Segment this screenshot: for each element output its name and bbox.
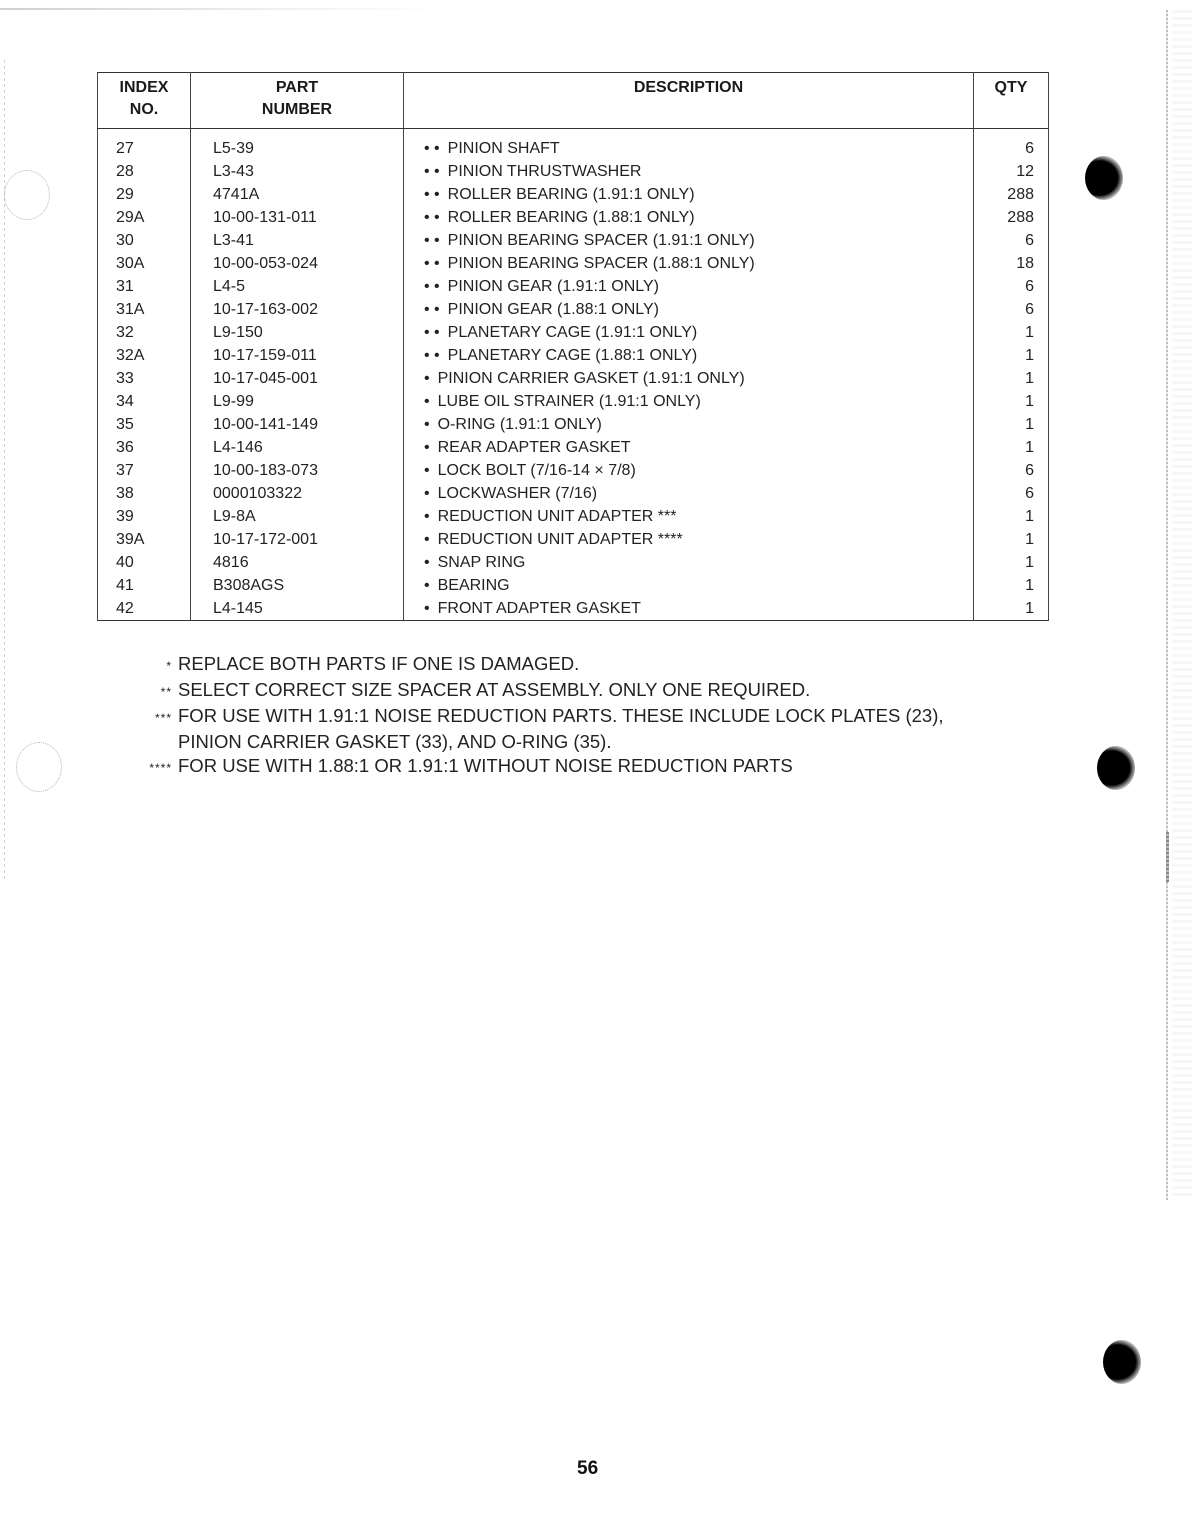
footnote-mark: ** bbox=[160, 685, 172, 699]
qty-cell: 6 bbox=[974, 229, 1049, 252]
qty-cell: 6 bbox=[974, 275, 1049, 298]
indent-bullets: • • bbox=[424, 324, 440, 341]
qty-cell: 1 bbox=[974, 321, 1049, 344]
part-number-cell: L9-99 bbox=[191, 390, 404, 413]
indent-bullets: • bbox=[424, 600, 430, 617]
description-text: SNAP RING bbox=[437, 554, 526, 571]
footnote-mark: *** bbox=[154, 711, 172, 725]
indent-bullets: • • bbox=[424, 301, 440, 318]
description-text: BEARING bbox=[437, 577, 510, 594]
indent-bullets: • • bbox=[424, 209, 440, 226]
description-text: REDUCTION UNIT ADAPTER *** bbox=[437, 508, 677, 525]
table-row bbox=[98, 574, 1049, 597]
description-text: PINION SHAFT bbox=[447, 140, 560, 157]
qty-cell: 6 bbox=[974, 482, 1049, 505]
indent-bullets: • bbox=[424, 416, 430, 433]
indent-bullets: • bbox=[424, 393, 430, 410]
index-cell: 37 bbox=[98, 459, 191, 482]
description-text: PINION GEAR (1.88:1 ONLY) bbox=[447, 301, 659, 318]
footnote bbox=[120, 678, 944, 704]
index-cell: 32A bbox=[98, 344, 191, 367]
description-cell bbox=[404, 298, 974, 321]
table-row bbox=[98, 206, 1049, 229]
part-number-cell: L4-5 bbox=[191, 275, 404, 298]
description-cell bbox=[404, 252, 974, 275]
description-text: PINION GEAR (1.91:1 ONLY) bbox=[447, 278, 659, 295]
description-cell bbox=[404, 482, 974, 505]
index-cell: 38 bbox=[98, 482, 191, 505]
index-cell: 27 bbox=[98, 129, 191, 161]
part-number-cell: 10-17-163-002 bbox=[191, 298, 404, 321]
table-row bbox=[98, 367, 1049, 390]
footnote-mark: **** bbox=[149, 761, 172, 775]
description-cell bbox=[404, 436, 974, 459]
description-text: PLANETARY CAGE (1.91:1 ONLY) bbox=[447, 324, 698, 341]
description-text: O-RING (1.91:1 ONLY) bbox=[437, 416, 602, 433]
table-row bbox=[98, 551, 1049, 574]
footnote bbox=[120, 704, 944, 730]
qty-cell: 1 bbox=[974, 574, 1049, 597]
qty-cell: 12 bbox=[974, 160, 1049, 183]
description-cell bbox=[404, 129, 974, 161]
table-row bbox=[98, 275, 1049, 298]
indent-bullets: • • bbox=[424, 140, 440, 157]
ghost-punch-hole-icon bbox=[16, 742, 62, 792]
scan-left-edge bbox=[4, 60, 5, 880]
header-qty: QTY bbox=[974, 73, 1049, 129]
footnote-continuation: PINION CARRIER GASKET (33), AND O-RING (35). bbox=[178, 731, 612, 752]
description-text: LOCKWASHER (7/16) bbox=[437, 485, 598, 502]
ghost-punch-hole-icon bbox=[4, 170, 50, 220]
description-text: PINION CARRIER GASKET (1.91:1 ONLY) bbox=[437, 370, 745, 387]
qty-cell: 6 bbox=[974, 129, 1049, 161]
part-number-cell: 10-00-141-149 bbox=[191, 413, 404, 436]
description-cell bbox=[404, 183, 974, 206]
description-cell bbox=[404, 344, 974, 367]
description-cell bbox=[404, 160, 974, 183]
description-cell bbox=[404, 597, 974, 621]
table-row bbox=[98, 459, 1049, 482]
part-number-cell: L3-43 bbox=[191, 160, 404, 183]
description-cell bbox=[404, 505, 974, 528]
footnote bbox=[120, 652, 944, 678]
table-row bbox=[98, 321, 1049, 344]
indent-bullets: • bbox=[424, 577, 430, 594]
scan-right-edge bbox=[1166, 10, 1168, 1200]
description-text: FRONT ADAPTER GASKET bbox=[437, 600, 641, 617]
table-header bbox=[98, 73, 1049, 129]
indent-bullets: • • bbox=[424, 347, 440, 364]
table-row bbox=[98, 183, 1049, 206]
table-row bbox=[98, 505, 1049, 528]
header-part-line2: NUMBER bbox=[261, 101, 333, 118]
scan-right-strip bbox=[1172, 10, 1192, 1200]
qty-cell: 1 bbox=[974, 597, 1049, 621]
qty-cell: 1 bbox=[974, 551, 1049, 574]
index-cell: 29A bbox=[98, 206, 191, 229]
description-cell bbox=[404, 367, 974, 390]
index-cell: 30 bbox=[98, 229, 191, 252]
table-row bbox=[98, 252, 1049, 275]
footnote-text: REPLACE BOTH PARTS IF ONE IS DAMAGED. bbox=[178, 653, 580, 674]
description-cell bbox=[404, 574, 974, 597]
indent-bullets: • • bbox=[424, 186, 440, 203]
footnotes bbox=[120, 652, 944, 780]
table-row bbox=[98, 528, 1049, 551]
part-number-cell: L9-8A bbox=[191, 505, 404, 528]
indent-bullets: • • bbox=[424, 232, 440, 249]
description-cell bbox=[404, 229, 974, 252]
description-text: PLANETARY CAGE (1.88:1 ONLY) bbox=[447, 347, 698, 364]
table-row bbox=[98, 344, 1049, 367]
description-text: ROLLER BEARING (1.91:1 ONLY) bbox=[447, 186, 695, 203]
index-cell: 29 bbox=[98, 183, 191, 206]
description-cell bbox=[404, 275, 974, 298]
qty-cell: 288 bbox=[974, 206, 1049, 229]
index-cell: 35 bbox=[98, 413, 191, 436]
header-index-line2: NO. bbox=[129, 101, 159, 118]
qty-cell: 288 bbox=[974, 183, 1049, 206]
description-cell bbox=[404, 459, 974, 482]
header-part-number bbox=[191, 73, 404, 129]
punch-hole-icon bbox=[1097, 746, 1135, 790]
indent-bullets: • bbox=[424, 554, 430, 571]
part-number-cell: 10-00-183-073 bbox=[191, 459, 404, 482]
table-row bbox=[98, 229, 1049, 252]
table-row bbox=[98, 160, 1049, 183]
indent-bullets: • bbox=[424, 439, 430, 456]
description-text: LUBE OIL STRAINER (1.91:1 ONLY) bbox=[437, 393, 701, 410]
part-number-cell: L9-150 bbox=[191, 321, 404, 344]
table-row bbox=[98, 129, 1049, 161]
index-cell: 30A bbox=[98, 252, 191, 275]
indent-bullets: • bbox=[424, 531, 430, 548]
index-cell: 28 bbox=[98, 160, 191, 183]
part-number-cell: L3-41 bbox=[191, 229, 404, 252]
footnote-text: SELECT CORRECT SIZE SPACER AT ASSEMBLY. ONLY ONE REQUIRED. bbox=[178, 679, 811, 700]
qty-cell: 1 bbox=[974, 413, 1049, 436]
part-number-cell: 4741A bbox=[191, 183, 404, 206]
footnote-mark: * bbox=[166, 659, 172, 673]
part-number-cell: 10-00-131-011 bbox=[191, 206, 404, 229]
footnote bbox=[120, 754, 944, 780]
scan-right-edge-mark bbox=[1166, 832, 1169, 882]
parts-list-table bbox=[97, 72, 1049, 621]
description-text: PINION THRUSTWASHER bbox=[447, 163, 642, 180]
description-cell bbox=[404, 390, 974, 413]
index-cell: 32 bbox=[98, 321, 191, 344]
index-cell: 41 bbox=[98, 574, 191, 597]
description-text: PINION BEARING SPACER (1.88:1 ONLY) bbox=[447, 255, 755, 272]
qty-cell: 1 bbox=[974, 436, 1049, 459]
table-row bbox=[98, 597, 1049, 621]
scan-smudge bbox=[0, 8, 440, 10]
description-text: ROLLER BEARING (1.88:1 ONLY) bbox=[447, 209, 695, 226]
qty-cell: 6 bbox=[974, 459, 1049, 482]
description-cell bbox=[404, 528, 974, 551]
indent-bullets: • bbox=[424, 370, 430, 387]
indent-bullets: • • bbox=[424, 255, 440, 272]
part-number-cell: L4-146 bbox=[191, 436, 404, 459]
part-number-cell: L5-39 bbox=[191, 129, 404, 161]
header-description: DESCRIPTION bbox=[404, 73, 974, 129]
index-cell: 39 bbox=[98, 505, 191, 528]
table-row bbox=[98, 482, 1049, 505]
index-cell: 31A bbox=[98, 298, 191, 321]
description-cell bbox=[404, 551, 974, 574]
index-cell: 39A bbox=[98, 528, 191, 551]
punch-hole-icon bbox=[1103, 1340, 1141, 1384]
description-text: LOCK BOLT (7/16-14 × 7/8) bbox=[437, 462, 636, 479]
part-number-cell: B308AGS bbox=[191, 574, 404, 597]
description-cell bbox=[404, 206, 974, 229]
description-text: PINION BEARING SPACER (1.91:1 ONLY) bbox=[447, 232, 755, 249]
indent-bullets: • • bbox=[424, 278, 440, 295]
table-row bbox=[98, 298, 1049, 321]
qty-cell: 1 bbox=[974, 528, 1049, 551]
table-row bbox=[98, 413, 1049, 436]
footnote-text: FOR USE WITH 1.88:1 OR 1.91:1 WITHOUT NOISE REDUCTION PARTS bbox=[178, 755, 793, 776]
qty-cell: 6 bbox=[974, 298, 1049, 321]
index-cell: 34 bbox=[98, 390, 191, 413]
header-index-line1: INDEX bbox=[119, 79, 169, 96]
indent-bullets: • • bbox=[424, 163, 440, 180]
index-cell: 42 bbox=[98, 597, 191, 621]
indent-bullets: • bbox=[424, 462, 430, 479]
page-number: 56 bbox=[577, 1458, 599, 1479]
index-cell: 40 bbox=[98, 551, 191, 574]
qty-cell: 1 bbox=[974, 344, 1049, 367]
qty-cell: 1 bbox=[974, 367, 1049, 390]
qty-cell: 1 bbox=[974, 505, 1049, 528]
part-number-cell: 10-17-172-001 bbox=[191, 528, 404, 551]
footnote-text: FOR USE WITH 1.91:1 NOISE REDUCTION PARTS. THESE INCLUDE LOCK PLATES (23), bbox=[178, 705, 944, 726]
description-cell bbox=[404, 321, 974, 344]
part-number-cell: 0000103322 bbox=[191, 482, 404, 505]
part-number-cell: 10-00-053-024 bbox=[191, 252, 404, 275]
part-number-cell: L4-145 bbox=[191, 597, 404, 621]
indent-bullets: • bbox=[424, 485, 430, 502]
qty-cell: 18 bbox=[974, 252, 1049, 275]
description-text: REDUCTION UNIT ADAPTER **** bbox=[437, 531, 683, 548]
header-part-line1: PART bbox=[275, 79, 319, 96]
description-cell bbox=[404, 413, 974, 436]
part-number-cell: 4816 bbox=[191, 551, 404, 574]
punch-hole-icon bbox=[1085, 156, 1123, 200]
table-body bbox=[98, 129, 1049, 621]
index-cell: 33 bbox=[98, 367, 191, 390]
description-text: REAR ADAPTER GASKET bbox=[437, 439, 631, 456]
table-row bbox=[98, 390, 1049, 413]
part-number-cell: 10-17-159-011 bbox=[191, 344, 404, 367]
part-number-cell: 10-17-045-001 bbox=[191, 367, 404, 390]
indent-bullets: • bbox=[424, 508, 430, 525]
index-cell: 31 bbox=[98, 275, 191, 298]
header-index-no bbox=[98, 73, 191, 129]
qty-cell: 1 bbox=[974, 390, 1049, 413]
index-cell: 36 bbox=[98, 436, 191, 459]
table-row bbox=[98, 436, 1049, 459]
